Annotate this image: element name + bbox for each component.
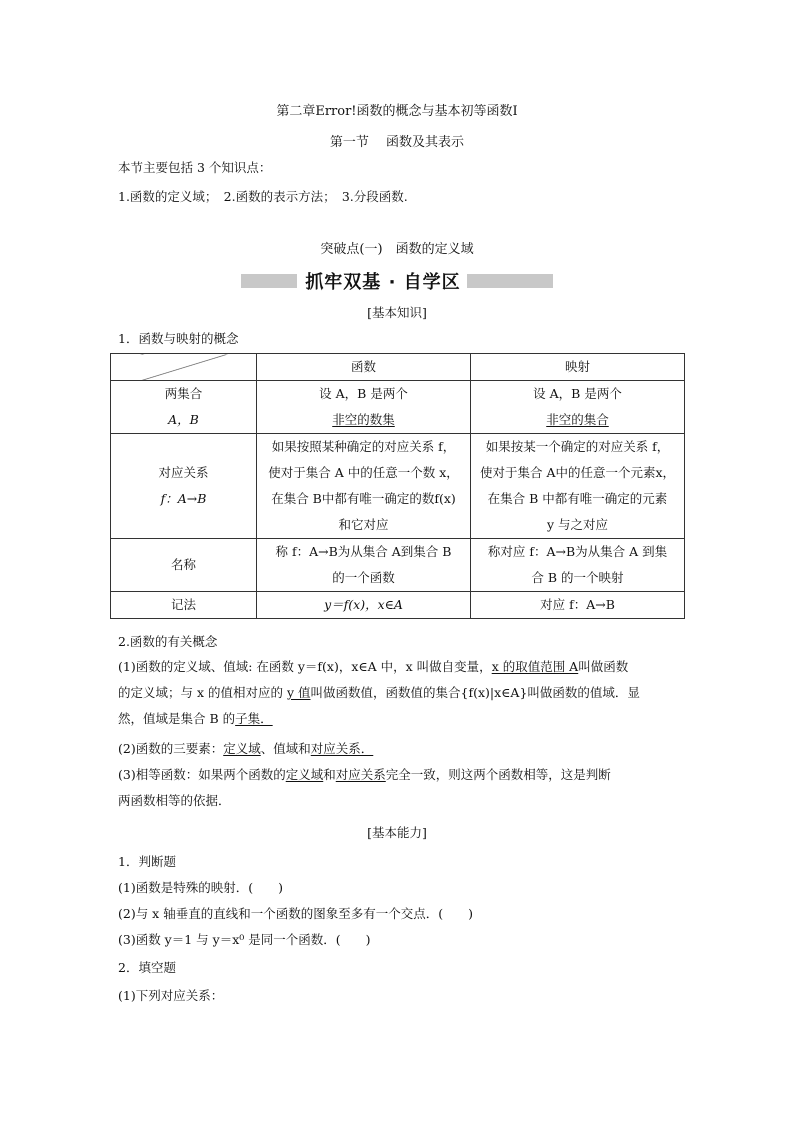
concept-domain-range: (1)函数的定义域、值域: 在函数 y＝f(x)，x∈A 中，x 叫做自变量，x 的取值范围 A叫做函数 的定义域；与 x 的值相对应的 y 值叫做函数值，函数值的集合{f(x)|x∈A}叫做函数的值域．显 然，值域是集合 B 的子集． <box>118 659 640 726</box>
item1-title: 1．函数与映射的概念 <box>118 331 239 346</box>
judge-item-1: (1)函数是特殊的映射．( ) <box>118 880 283 895</box>
section-title: 第一节 函数及其表示 <box>329 135 465 150</box>
row-notation-mapping: 对应 f：A→B <box>471 592 685 619</box>
concept-three-elements: (2)函数的三要素：定义域、值域和对应关系． <box>118 741 374 756</box>
item2-title: 2.函数的有关概念 <box>118 634 218 649</box>
row-name-mapping: 称对应 f：A→B为从集合 A 到集 合 B 的一个映射 <box>471 539 685 592</box>
table-corner-cell <box>111 354 257 381</box>
banner-left-bar <box>241 274 297 288</box>
table-header-mapping: 映射 <box>471 354 685 381</box>
fill-title: 2．填空题 <box>118 960 176 975</box>
row-two-sets-function: 设 A，B 是两个 非空的数集 <box>257 381 471 434</box>
row-notation-label: 记法 <box>111 592 257 619</box>
basic-ability-label: [基本能力] <box>367 825 427 840</box>
row-two-sets-mapping: 设 A，B 是两个 非空的集合 <box>471 381 685 434</box>
concept-table <box>110 353 685 619</box>
row-correspondence-function: 如果按照某种确定的对应关系 f， 使对于集合 A 中的任意一个数 x， 在集合 B中都有唯一确定的数f(x) 和它对应 <box>257 434 471 539</box>
chapter-title: 第二章Error!函数的概念与基本初等函数Ⅰ <box>276 104 518 119</box>
breakthrough-heading: 突破点(一) 函数的定义域 <box>320 242 474 257</box>
basic-knowledge-label: [基本知识] <box>367 305 427 320</box>
row-correspondence-mapping: 如果按某一个确定的对应关系 f， 使对于集合 A中的任意一个元素x， 在集合 B 中都有唯一确定的元素 y 与之对应 <box>471 434 685 539</box>
row-two-sets-label: 两集合 A，B <box>111 381 257 434</box>
intro-text: 本节主要包括 3 个知识点： <box>118 160 272 175</box>
row-correspondence-label: 对应关系 f：A→B <box>111 434 257 539</box>
banner-right-bar <box>467 274 553 288</box>
fill-item-1: (1)下列对应关系： <box>118 988 224 1003</box>
judge-item-3: (3)函数 y＝1 与 y＝x⁰ 是同一个函数．( ) <box>118 932 371 947</box>
judge-title: 1．判断题 <box>118 854 176 869</box>
judge-item-2: (2)与 x 轴垂直的直线和一个函数的图象至多有一个交点．( ) <box>118 906 473 921</box>
row-name-function: 称 f：A→B为从集合 A到集合 B 的一个函数 <box>257 539 471 592</box>
row-name-label: 名称 <box>111 539 257 592</box>
table-header-function: 函数 <box>257 354 471 381</box>
banner-title: 抓牢双基 · 自学区 <box>305 272 461 293</box>
row-notation-function: y＝f(x)，x∈A <box>257 592 471 619</box>
knowledge-points: 1.函数的定义域； 2.函数的表示方法； 3.分段函数. <box>118 189 408 204</box>
concept-equal-functions: (3)相等函数：如果两个函数的定义域和对应关系完全一致，则这两个函数相等，这是判断 两函数相等的依据． <box>118 767 611 808</box>
